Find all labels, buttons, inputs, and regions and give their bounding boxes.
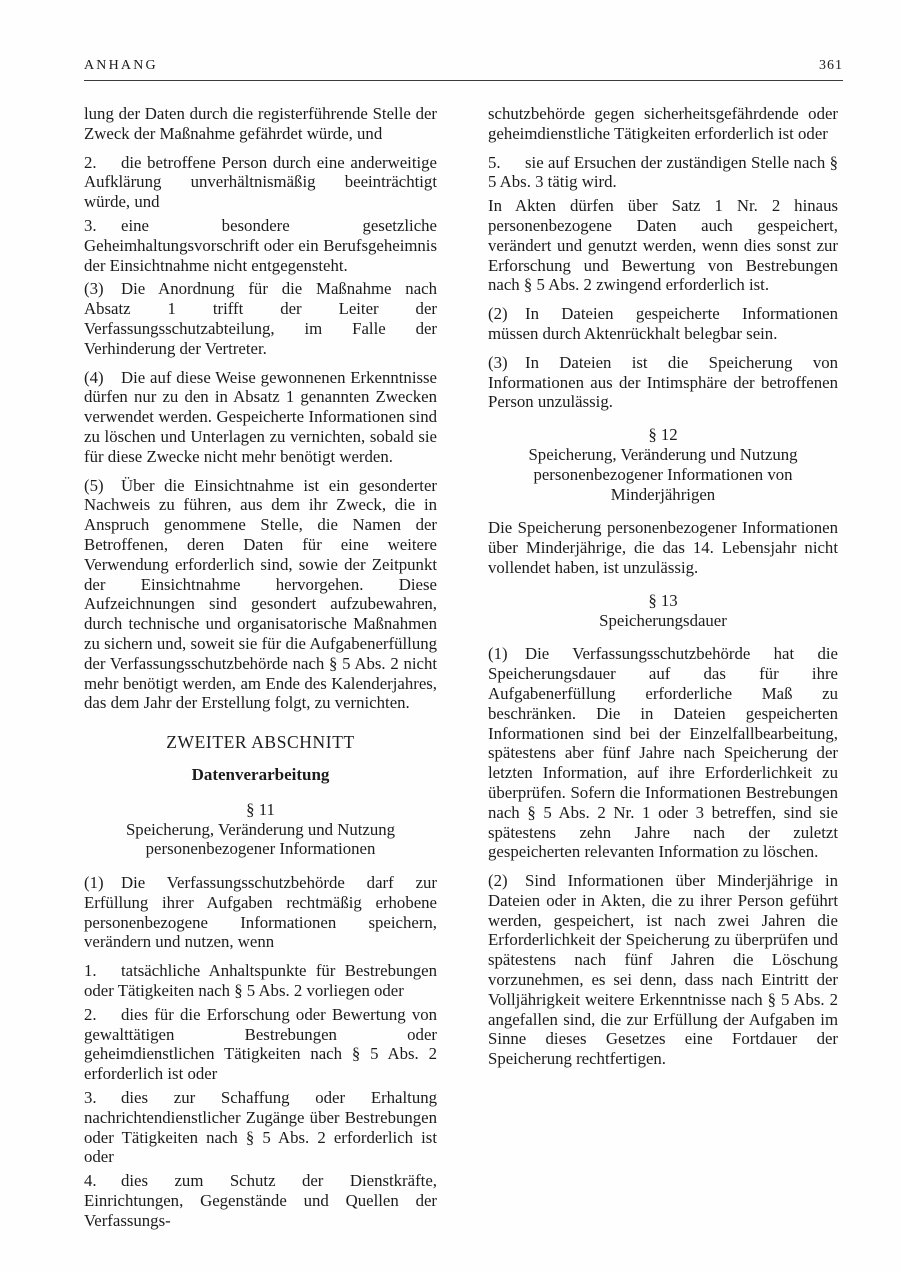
right-text-column bbox=[488, 104, 838, 1078]
paragraph-marker: (1) bbox=[488, 644, 508, 664]
paragraph bbox=[488, 353, 838, 412]
left-text-column bbox=[84, 104, 437, 1235]
paragraph-text: Die Verfassungsschutzbehörde darf zur Erfüllung ihrer Aufgaben rechtmäßig erhobene personenbezogene Informationen speichern, verändern und nutzen, wenn bbox=[84, 873, 437, 952]
paragraph-marker: (2) bbox=[488, 871, 508, 891]
law-heading bbox=[84, 800, 437, 859]
numbered-item bbox=[84, 1005, 437, 1084]
paragraph bbox=[488, 871, 838, 1069]
paragraph-marker: 2. bbox=[84, 1004, 97, 1024]
paragraph bbox=[84, 368, 437, 467]
numbered-item bbox=[84, 961, 437, 1001]
numbered-item bbox=[84, 153, 437, 212]
paragraph: Die Speicherung personenbezogener Informationen über Minderjährige, die das 14. Lebensjahr nicht vollendet haben, ist unzulässig. bbox=[488, 518, 838, 577]
running-header bbox=[84, 58, 843, 81]
paragraph-text: die betroffene Person durch eine anderweitige Aufklärung unverhältnismäßig beeinträchtigt würde, und bbox=[84, 152, 437, 212]
paragraph-marker: (2) bbox=[488, 304, 508, 324]
paragraph bbox=[84, 873, 437, 952]
law-title-line: Speicherung, Veränderung und Nutzung bbox=[528, 444, 798, 464]
paragraph-marker: (3) bbox=[84, 279, 104, 299]
law-section-number: § 13 bbox=[648, 590, 678, 610]
paragraph-marker: 2. bbox=[84, 152, 97, 172]
paragraph-text: Die Anordnung für die Maßnahme nach Absatz 1 trifft der Leiter der Verfassungsschutzabteilung, im Falle der Verhinderung der Vertreter. bbox=[84, 279, 437, 358]
paragraph-text: eine besondere gesetzliche Geheimhaltungsvorschrift oder ein Berufsgeheimnis der Einsichtnahme nicht entgegensteht. bbox=[84, 215, 437, 275]
paragraph-marker: (5) bbox=[84, 475, 104, 495]
numbered-item bbox=[84, 216, 437, 275]
law-heading bbox=[488, 591, 838, 631]
paragraph-text: In Dateien ist die Speicherung von Informationen aus der Intimsphäre der betroffenen Person unzulässig. bbox=[488, 352, 838, 412]
paragraph-marker: 3. bbox=[84, 1088, 97, 1108]
law-section-number: § 11 bbox=[246, 799, 275, 819]
law-title-line: personenbezogener Informationen von bbox=[533, 464, 793, 484]
paragraph-text: dies zum Schutz der Dienstkräfte, Einrichtungen, Gegenstände und Quellen der Verfassungs- bbox=[84, 1171, 437, 1230]
paragraph-marker: (3) bbox=[488, 352, 508, 372]
law-title-line: Speicherungsdauer bbox=[599, 610, 727, 630]
law-heading bbox=[488, 425, 838, 504]
paragraph-marker: (1) bbox=[84, 873, 104, 893]
continuation-paragraph: lung der Daten durch die registerführende Stelle der Zweck der Maßnahme gefährdet würde, und bbox=[84, 104, 437, 143]
paragraph-text: Die Verfassungsschutzbehörde hat die Speicherungsdauer auf das für ihre Aufgabenerfüllung erforderliche Maß zu beschränken. Die in Dateien gespeicherten Informationen sind bei der Einzelfallbearbeitung, spätestens aber fünf Jahre nach Speicherung der letzten Information, auf ihre Erforderlichkeit zu überprüfen. Sofern die Informationen Bestrebungen nach § 5 Abs. 2 Nr. 1 oder 3 betreffen, sind sie spätestens zehn Jahre nach der zuletzt gespeicherten relevanten Information zu löschen. bbox=[488, 644, 838, 862]
paragraph-marker: (4) bbox=[84, 367, 104, 387]
paragraph: In Akten dürfen über Satz 1 Nr. 2 hinaus personenbezogene Daten auch gespeichert, verändert und genutzt werden, wenn dies sonst zur Erforschung und Bewertung von Bestrebungen nach § 5 Abs. 2 zwingend erforderlich ist. bbox=[488, 196, 838, 295]
page-number: 361 bbox=[819, 58, 843, 73]
paragraph-text: Sind Informationen über Minderjährige in Dateien oder in Akten, die zu ihrer Person geführt werden, gespeichert, ist nach zwei Jahren die Erforderlichkeit der Speicherung zu überprüfen und spätestens nach fünf Jahren die Löschung vorzunehmen, es sei denn, dass nach Eintritt der Volljährigkeit weitere Erkenntnisse nach § 5 Abs. 2 angefallen sind, die zur Erfüllung der Aufgaben im Sinne dieses Gesetzes eine Fortdauer der Speicherung rechtfertigen. bbox=[488, 871, 838, 1069]
header-section-title: ANHANG bbox=[84, 58, 158, 73]
paragraph-text: In Dateien gespeicherte Informationen müssen durch Aktenrückhalt belegbar sein. bbox=[488, 304, 838, 343]
paragraph-marker: 5. bbox=[488, 152, 501, 172]
paragraph-text: sie auf Ersuchen der zuständigen Stelle nach § 5 Abs. 3 tätig wird. bbox=[488, 152, 838, 192]
law-section-number: § 12 bbox=[648, 425, 678, 445]
paragraph-marker: 4. bbox=[84, 1171, 97, 1191]
paragraph-text: Über die Einsichtnahme ist ein gesonderter Nachweis zu führen, aus dem ihr Zweck, die in Anspruch genommene Stelle, die Namen der Betroffenen, deren Daten für eine weitere Verwendung erforderlich sind, sowie der Zeitpunkt der Einsichtnahme hervorgehen. Diese Aufzeichnungen sind gesondert aufzubewahren, durch technische und organisatorische Maßnahmen zu sichern und, soweit sie für die Aufgabenerfüllung der Verfassungsschutzbehörde nach § 5 Abs. 2 nicht mehr benötigt werden, am Ende des Kalenderjahres, das dem Jahr der Erstellung folgt, zu vernichten. bbox=[84, 475, 437, 713]
numbered-item bbox=[84, 1171, 437, 1230]
paragraph bbox=[84, 476, 437, 714]
paragraph bbox=[488, 644, 838, 862]
law-title-line: personenbezogener Informationen bbox=[145, 839, 376, 859]
paragraph-marker: 3. bbox=[84, 215, 97, 235]
paragraph-marker: 1. bbox=[84, 961, 97, 981]
section-heading: ZWEITER ABSCHNITT bbox=[166, 732, 355, 753]
paragraph-text: Die auf diese Weise gewonnenen Erkenntnisse dürfen nur zu den in Absatz 1 genannten Zwecken verwendet werden. Gespeicherte Informationen sind zu löschen und Unterlagen zu vernichten, sobald sie für diese Zwecke nicht mehr benötigt werden. bbox=[84, 367, 437, 466]
paragraph-text: tatsächliche Anhaltspunkte für Bestrebungen oder Tätigkeiten nach § 5 Abs. 2 vorliegen oder bbox=[84, 961, 437, 1001]
numbered-item bbox=[84, 1088, 437, 1167]
paragraph-text: dies zur Schaffung oder Erhaltung nachrichtendienstlicher Zugänge über Bestrebungen oder Tätigkeiten nach § 5 Abs. 2 erforderlich ist oder bbox=[84, 1088, 437, 1167]
paragraph-text: dies für die Erforschung oder Bewertung von gewalttätigen Bestrebungen oder geheimdienstlichen Tätigkeiten nach § 5 Abs. 2 erforderlich ist oder bbox=[84, 1004, 437, 1084]
law-title-line: Minderjährigen bbox=[610, 484, 716, 504]
continuation-paragraph: schutzbehörde gegen sicherheitsgefährdende oder geheimdienstliche Tätigkeiten erforderlich ist oder bbox=[488, 104, 838, 143]
paragraph bbox=[84, 279, 437, 358]
subsection-heading: Datenverarbeitung bbox=[191, 764, 330, 784]
paragraph bbox=[488, 304, 838, 344]
numbered-item bbox=[488, 153, 838, 193]
law-title-line: Speicherung, Veränderung und Nutzung bbox=[125, 819, 396, 839]
